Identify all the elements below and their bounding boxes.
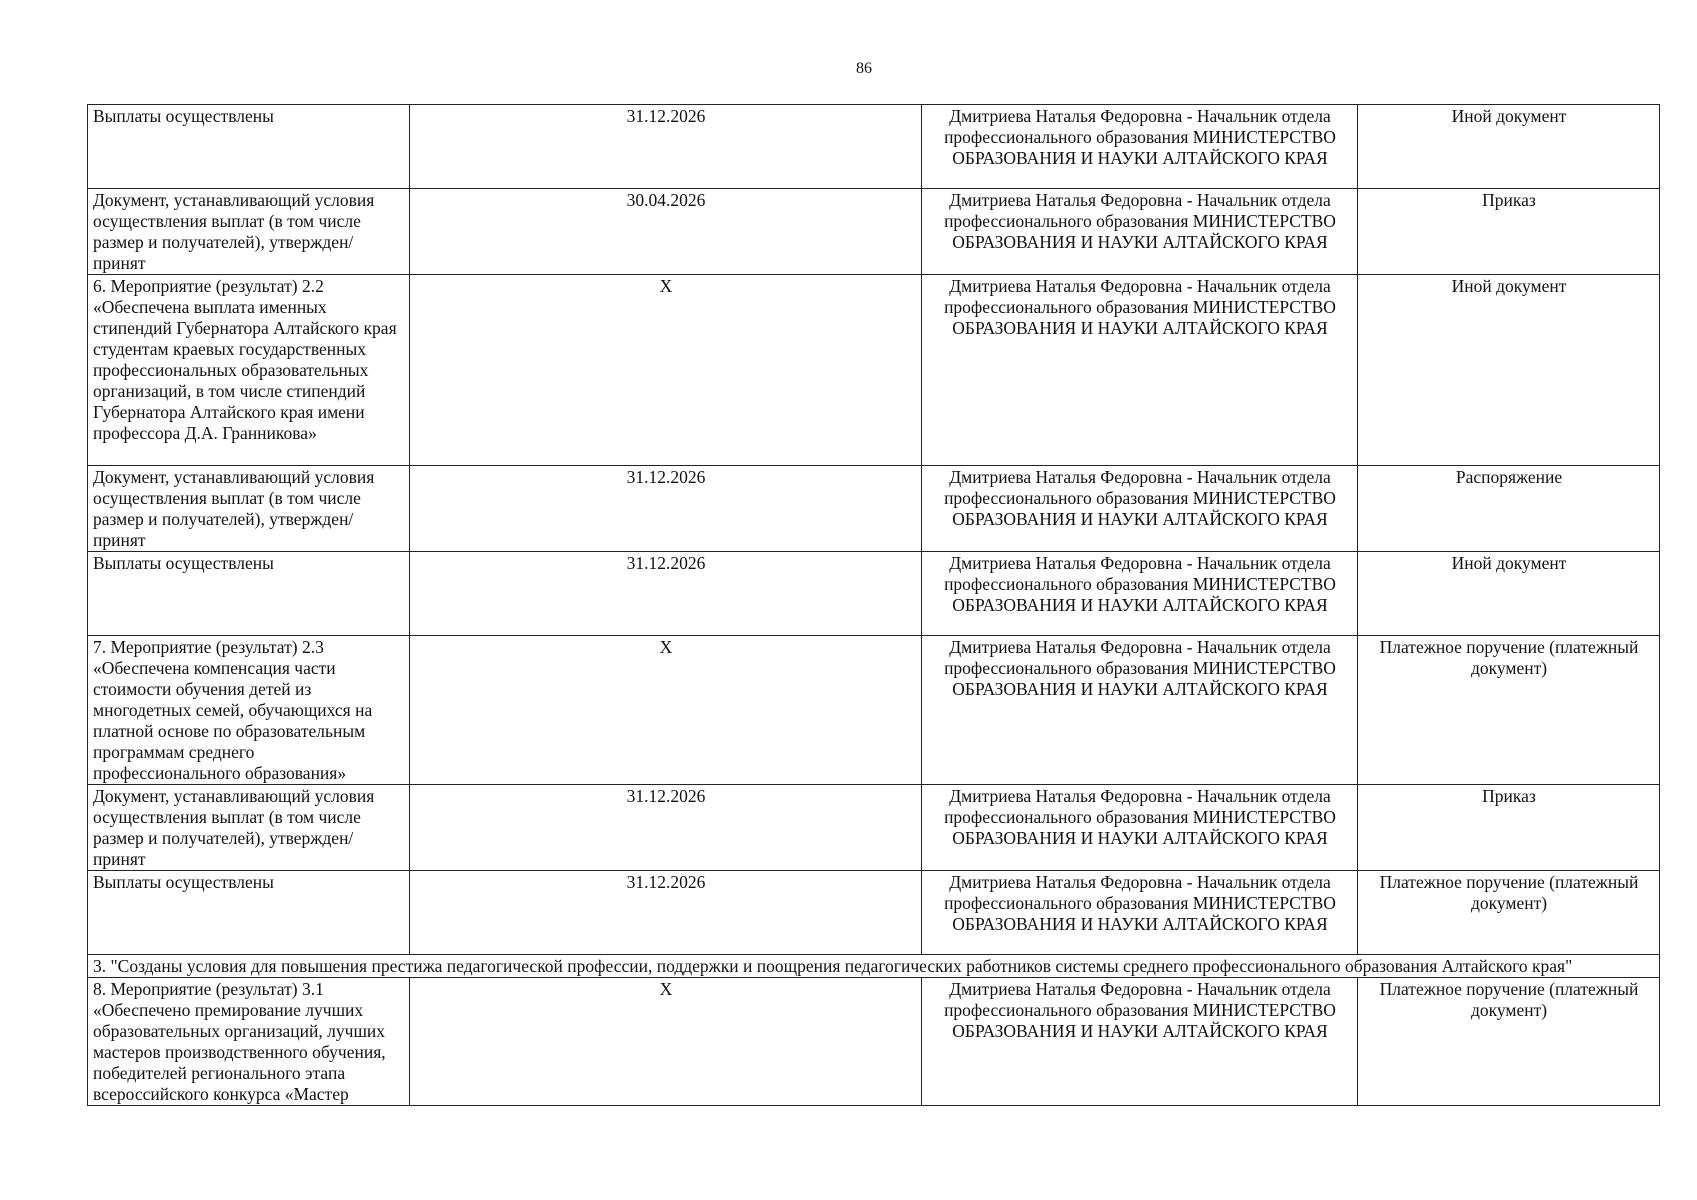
responsible-person: Дмитриева Наталья Федоровна - Начальник отдела профессионального образования МИНИСТЕРСТВО ОБРАЗОВАНИЯ И НАУКИ АЛТАЙСКОГО КРАЯ	[922, 871, 1358, 955]
plan-table	[87, 104, 1660, 1106]
section-row	[88, 955, 1660, 978]
document-type: Приказ	[1358, 189, 1660, 275]
table-row	[88, 189, 1660, 275]
due-date: X	[410, 636, 922, 785]
table-row	[88, 466, 1660, 552]
document-type: Иной документ	[1358, 552, 1660, 636]
event-name: 7. Мероприятие (результат) 2.3 «Обеспечена компенсация части стоимости обучения детей из многодетных семей, обучающихся на платной основе по образовательным программам среднего профессионального образования»	[88, 636, 410, 785]
event-name: 8. Мероприятие (результат) 3.1 «Обеспечено премирование лучших образовательных организаций, лучших мастеров производственного обучения, победителей регионального этапа всероссийского конкурса «Мастер	[88, 978, 410, 1106]
table-row	[88, 871, 1660, 955]
document-type: Иной документ	[1358, 275, 1660, 466]
responsible-person: Дмитриева Наталья Федоровна - Начальник отдела профессионального образования МИНИСТЕРСТВО ОБРАЗОВАНИЯ И НАУКИ АЛТАЙСКОГО КРАЯ	[922, 785, 1358, 871]
responsible-person: Дмитриева Наталья Федоровна - Начальник отдела профессионального образования МИНИСТЕРСТВО ОБРАЗОВАНИЯ И НАУКИ АЛТАЙСКОГО КРАЯ	[922, 466, 1358, 552]
event-name: Выплаты осуществлены	[88, 871, 410, 955]
due-date: 31.12.2026	[410, 871, 922, 955]
event-name: Документ, устанавливающий условия осуществления выплат (в том числе размер и получателей), утвержден/принят	[88, 785, 410, 871]
event-name: 6. Мероприятие (результат) 2.2 «Обеспечена выплата именных стипендий Губернатора Алтайского края студентам краевых государственных профессиональных образовательных организаций, в том числе стипендий Губернатора Алтайского края имени профессора Д.А. Гранникова»	[88, 275, 410, 466]
table-row	[88, 978, 1660, 1106]
document-type: Платежное поручение (платежный документ)	[1358, 636, 1660, 785]
event-name: Документ, устанавливающий условия осуществления выплат (в том числе размер и получателей), утвержден/принят	[88, 189, 410, 275]
table-row	[88, 275, 1660, 466]
due-date: 30.04.2026	[410, 189, 922, 275]
due-date: 31.12.2026	[410, 466, 922, 552]
due-date: 31.12.2026	[410, 785, 922, 871]
due-date: X	[410, 275, 922, 466]
event-name: Выплаты осуществлены	[88, 552, 410, 636]
due-date: 31.12.2026	[410, 105, 922, 189]
responsible-person: Дмитриева Наталья Федоровна - Начальник отдела профессионального образования МИНИСТЕРСТВО ОБРАЗОВАНИЯ И НАУКИ АЛТАЙСКОГО КРАЯ	[922, 552, 1358, 636]
table-row	[88, 636, 1660, 785]
responsible-person: Дмитриева Наталья Федоровна - Начальник отдела профессионального образования МИНИСТЕРСТВО ОБРАЗОВАНИЯ И НАУКИ АЛТАЙСКОГО КРАЯ	[922, 978, 1358, 1106]
due-date: 31.12.2026	[410, 552, 922, 636]
document-type: Распоряжение	[1358, 466, 1660, 552]
table-row	[88, 105, 1660, 189]
due-date: X	[410, 978, 922, 1106]
responsible-person: Дмитриева Наталья Федоровна - Начальник отдела профессионального образования МИНИСТЕРСТВО ОБРАЗОВАНИЯ И НАУКИ АЛТАЙСКОГО КРАЯ	[922, 189, 1358, 275]
table-row	[88, 552, 1660, 636]
event-name: Выплаты осуществлены	[88, 105, 410, 189]
page-number: 86	[856, 60, 872, 77]
event-name: Документ, устанавливающий условия осуществления выплат (в том числе размер и получателей), утвержден/принят	[88, 466, 410, 552]
section-title: 3. "Созданы условия для повышения престижа педагогической профессии, поддержки и поощрения педагогических работников системы среднего профессионального образования Алтайского края"	[88, 955, 1660, 978]
document-type: Платежное поручение (платежный документ)	[1358, 871, 1660, 955]
responsible-person: Дмитриева Наталья Федоровна - Начальник отдела профессионального образования МИНИСТЕРСТВО ОБРАЗОВАНИЯ И НАУКИ АЛТАЙСКОГО КРАЯ	[922, 105, 1358, 189]
document-type: Приказ	[1358, 785, 1660, 871]
document-type: Платежное поручение (платежный документ)	[1358, 978, 1660, 1106]
responsible-person: Дмитриева Наталья Федоровна - Начальник отдела профессионального образования МИНИСТЕРСТВО ОБРАЗОВАНИЯ И НАУКИ АЛТАЙСКОГО КРАЯ	[922, 275, 1358, 466]
document-type: Иной документ	[1358, 105, 1660, 189]
responsible-person: Дмитриева Наталья Федоровна - Начальник отдела профессионального образования МИНИСТЕРСТВО ОБРАЗОВАНИЯ И НАУКИ АЛТАЙСКОГО КРАЯ	[922, 636, 1358, 785]
table-row	[88, 785, 1660, 871]
